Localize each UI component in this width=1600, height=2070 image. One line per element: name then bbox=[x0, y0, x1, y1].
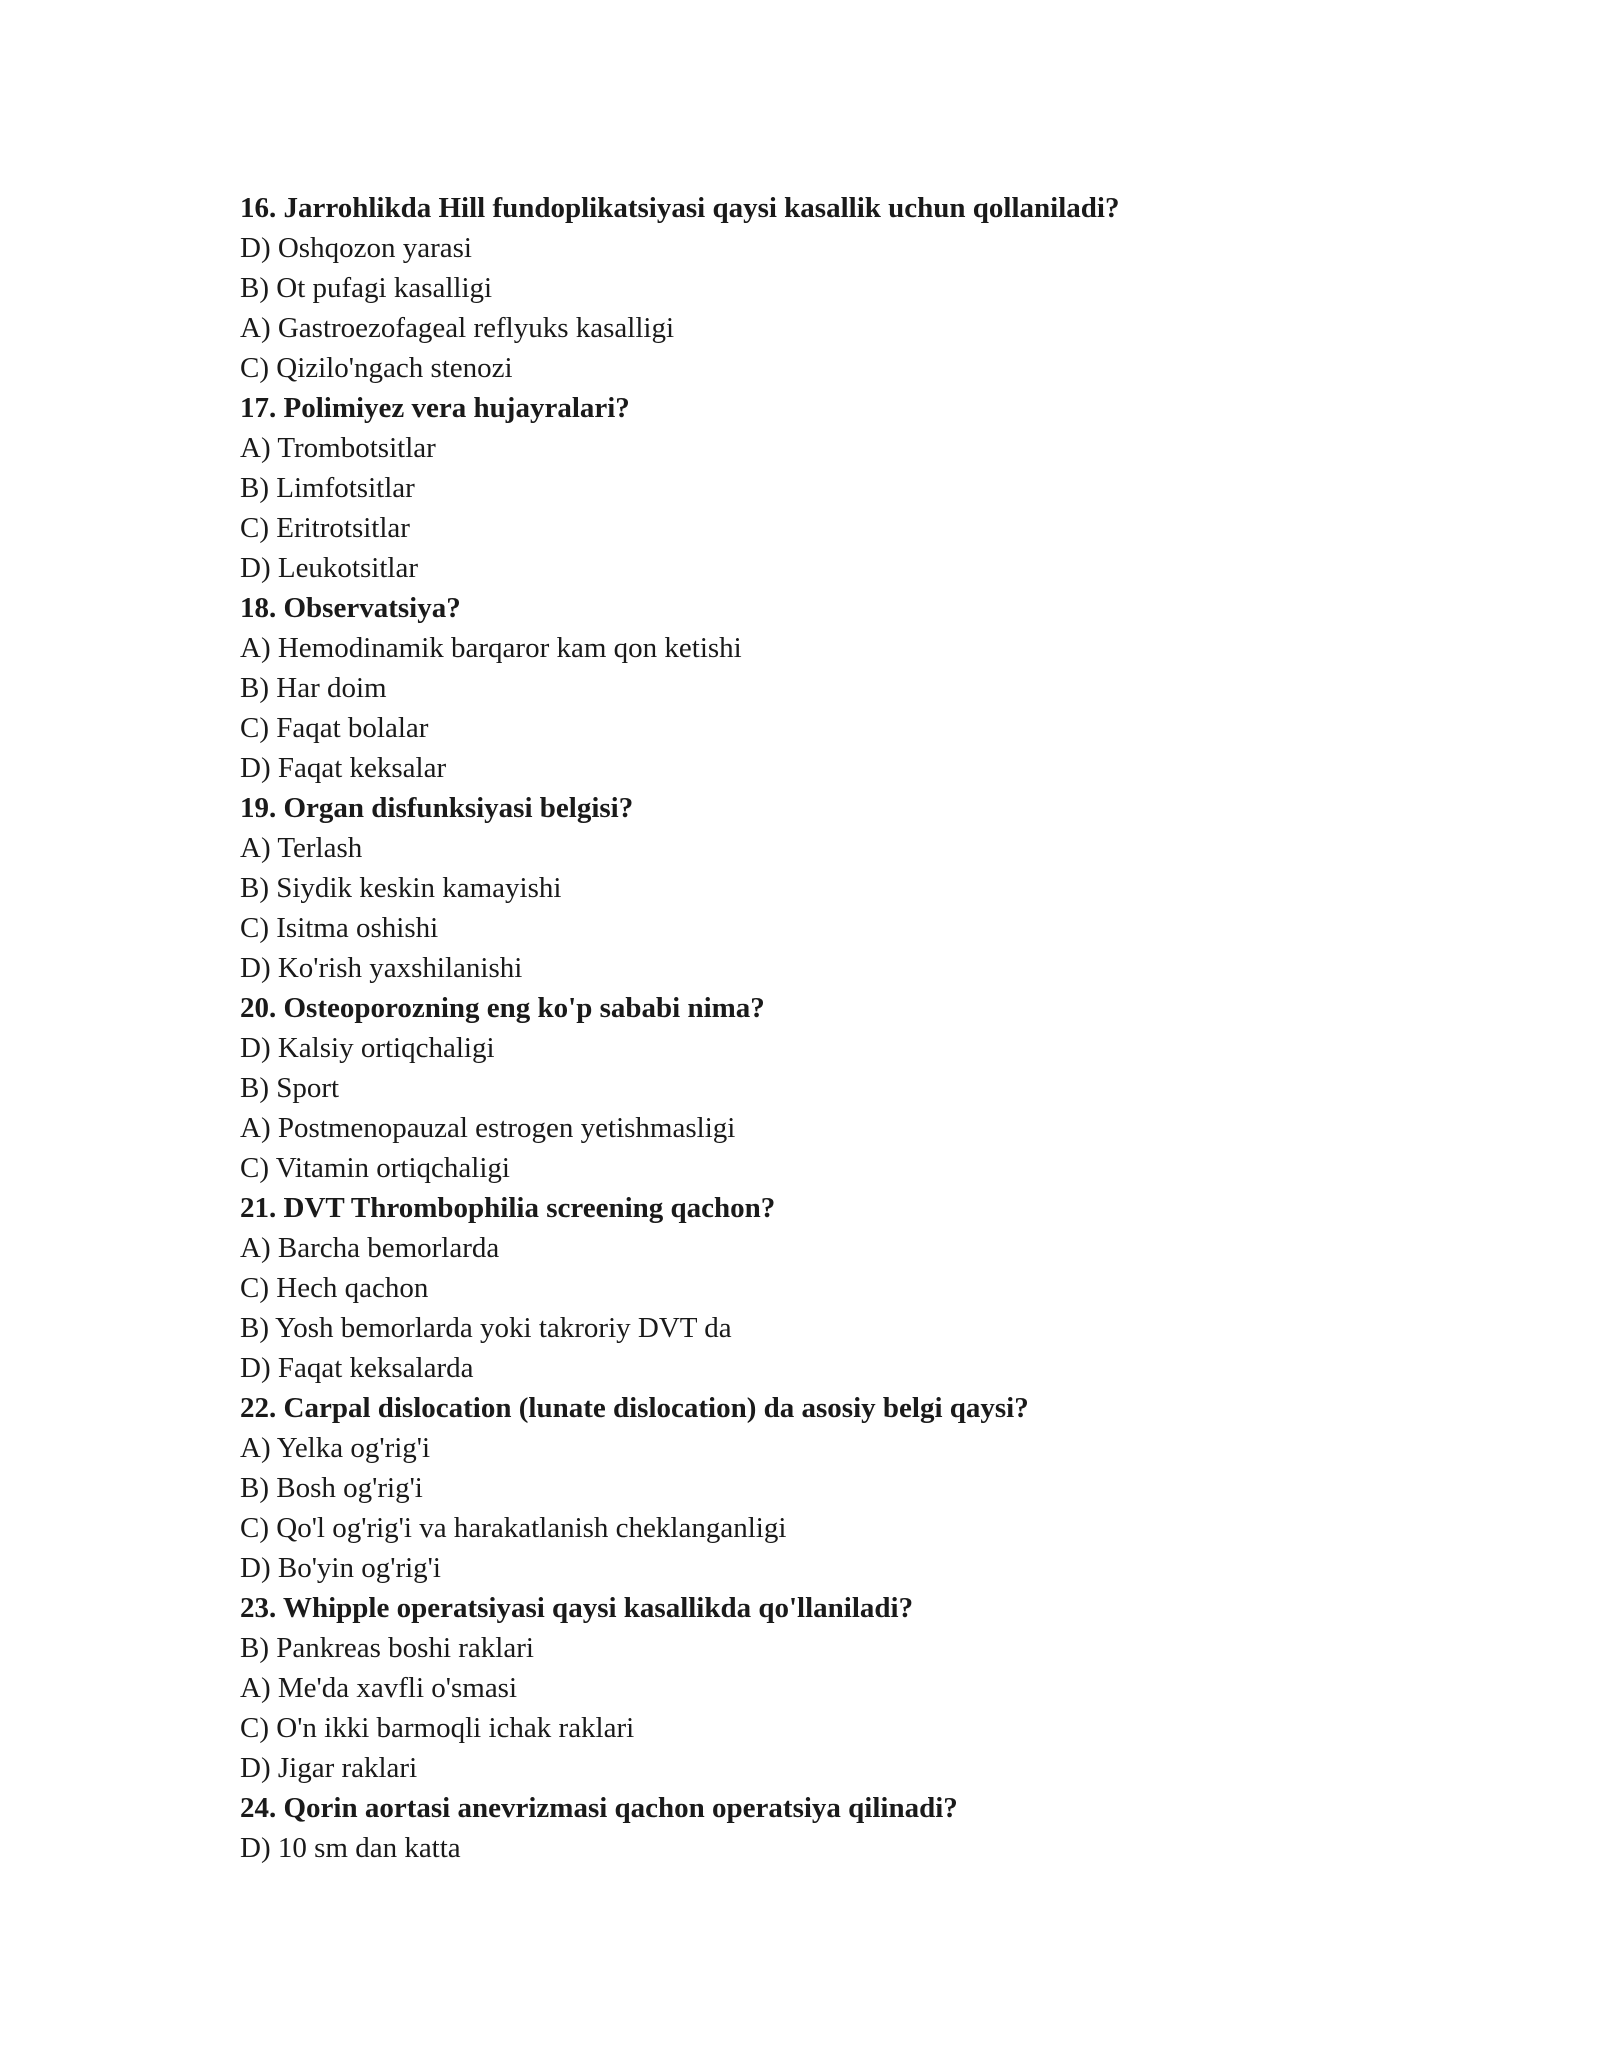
answer-option: D) Jigar raklari bbox=[240, 1752, 418, 1784]
answer-option: D) 10 sm dan katta bbox=[240, 1832, 461, 1864]
answer-option: D) Oshqozon yarasi bbox=[240, 232, 472, 264]
answer-options bbox=[240, 1428, 1420, 1588]
answer-options bbox=[240, 828, 1420, 988]
answer-option: B) Sport bbox=[240, 1072, 340, 1104]
answer-option: D) Faqat keksalar bbox=[240, 752, 447, 784]
answer-options bbox=[240, 1028, 1420, 1188]
answer-option: B) Har doim bbox=[240, 672, 387, 704]
answer-option: D) Ko'rish yaxshilanishi bbox=[240, 952, 523, 984]
answer-option: A) Gastroezofageal reflyuks kasalligi bbox=[240, 312, 675, 344]
answer-option: A) Yelka og'rig'i bbox=[240, 1432, 431, 1464]
question-block bbox=[240, 788, 1420, 988]
answer-option: B) Bosh og'rig'i bbox=[240, 1472, 423, 1504]
answer-option: C) Vitamin ortiqchaligi bbox=[240, 1152, 510, 1184]
answer-option: C) Faqat bolalar bbox=[240, 712, 429, 744]
answer-option: C) O'n ikki barmoqli ichak raklari bbox=[240, 1712, 635, 1744]
answer-option: A) Hemodinamik barqaror kam qon ketishi bbox=[240, 632, 742, 664]
question-text: 24. Qorin aortasi anevrizmasi qachon operatsiya qilinadi? bbox=[240, 1792, 958, 1824]
answer-option: A) Terlash bbox=[240, 832, 363, 864]
answer-option: B) Siydik keskin kamayishi bbox=[240, 872, 562, 904]
question-block bbox=[240, 588, 1420, 788]
question-block bbox=[240, 188, 1420, 388]
answer-option: A) Barcha bemorlarda bbox=[240, 1232, 500, 1264]
question-text: 17. Polimiyez vera hujayralari? bbox=[240, 392, 630, 424]
answer-option: D) Faqat keksalarda bbox=[240, 1352, 474, 1384]
answer-option: A) Me'da xavfli o'smasi bbox=[240, 1672, 518, 1704]
question-text: 20. Osteoporozning eng ko'p sababi nima? bbox=[240, 992, 765, 1024]
question-block bbox=[240, 388, 1420, 588]
answer-option: D) Bo'yin og'rig'i bbox=[240, 1552, 441, 1584]
answer-options bbox=[240, 428, 1420, 588]
question-text: 22. Carpal dislocation (lunate dislocation) da asosiy belgi qaysi? bbox=[240, 1392, 1029, 1424]
question-text: 19. Organ disfunksiyasi belgisi? bbox=[240, 792, 634, 824]
question-text: 21. DVT Thrombophilia screening qachon? bbox=[240, 1192, 776, 1224]
question-list bbox=[240, 188, 1420, 1868]
question-text: 16. Jarrohlikda Hill fundoplikatsiyasi qaysi kasallik uchun qollaniladi? bbox=[240, 192, 1120, 224]
answer-options bbox=[240, 1228, 1420, 1388]
answer-option: B) Yosh bemorlarda yoki takroriy DVT da bbox=[240, 1312, 732, 1344]
answer-option: C) Hech qachon bbox=[240, 1272, 429, 1304]
answer-option: A) Trombotsitlar bbox=[240, 432, 436, 464]
answer-option: D) Kalsiy ortiqchaligi bbox=[240, 1032, 495, 1064]
question-block bbox=[240, 1588, 1420, 1788]
answer-option: D) Leukotsitlar bbox=[240, 552, 418, 584]
answer-options bbox=[240, 1628, 1420, 1788]
answer-option: A) Postmenopauzal estrogen yetishmasligi bbox=[240, 1112, 736, 1144]
question-block bbox=[240, 1788, 1420, 1868]
question-block bbox=[240, 1188, 1420, 1388]
answer-option: B) Ot pufagi kasalligi bbox=[240, 272, 493, 304]
answer-option: C) Qo'l og'rig'i va harakatlanish cheklanganligi bbox=[240, 1512, 787, 1544]
question-block bbox=[240, 1388, 1420, 1588]
answer-options bbox=[240, 628, 1420, 788]
answer-option: C) Eritrotsitlar bbox=[240, 512, 410, 544]
question-block bbox=[240, 988, 1420, 1188]
question-text: 18. Observatsiya? bbox=[240, 592, 461, 624]
answer-options bbox=[240, 228, 1420, 388]
answer-option: B) Limfotsitlar bbox=[240, 472, 415, 504]
question-text: 23. Whipple operatsiyasi qaysi kasallikda qo'llaniladi? bbox=[240, 1592, 914, 1624]
answer-option: C) Isitma oshishi bbox=[240, 912, 439, 944]
answer-option: C) Qizilo'ngach stenozi bbox=[240, 352, 513, 384]
answer-options bbox=[240, 1828, 1420, 1868]
answer-option: B) Pankreas boshi raklari bbox=[240, 1632, 534, 1664]
